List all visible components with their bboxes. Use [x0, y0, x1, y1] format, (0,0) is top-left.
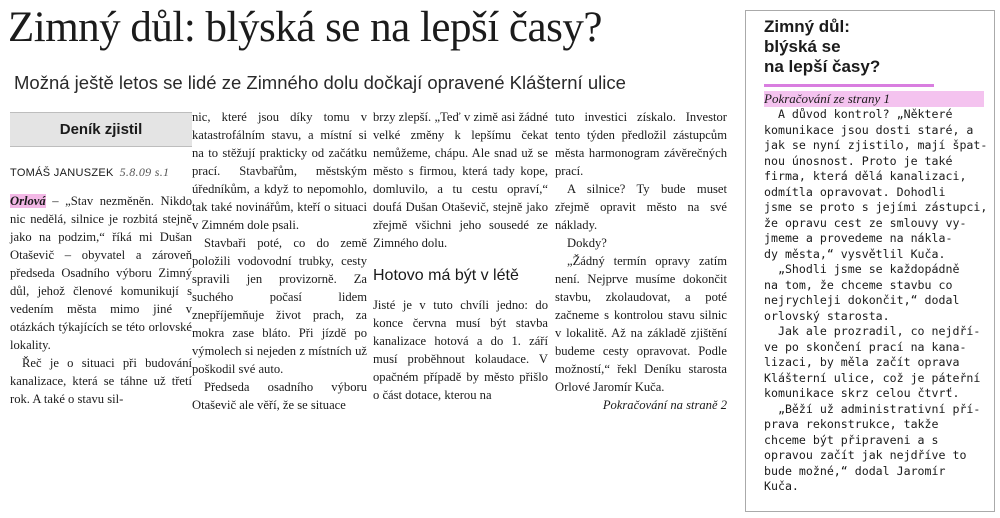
sidebar-text-line: že opravu cest ze smlouvy vy- [764, 215, 967, 230]
sidebar-text-line: jak se nyní zjistilo, mají špat- [764, 138, 988, 152]
author-name: TOMÁŠ JANUSZEK [10, 167, 114, 179]
sidebar-text-line: firma, která dělá kanalizaci, [764, 169, 967, 183]
handwritten-note: 5.8.09 s.1 [119, 165, 170, 179]
sidebar-text-line: jmeme a provedeme na nákla- [764, 231, 953, 245]
paragraph-2-cont: nic, které jsou díky tomu v katastrofálním stavu, a místní si na to stěžují prakticky od začátku prací. Stavbařům, městským úředníkům, a když to nepomohlo, tak také novinářům, kteří o situaci v Zimném dole psali. [192, 110, 367, 232]
sidebar-title-line: na lepší časy? [764, 57, 881, 76]
sidebar-text-line: „Běží už administrativní pří- [764, 401, 981, 416]
dateline: Orlová [10, 194, 46, 208]
article-subheadline: Možná ještě letos se lidé ze Zimného dolu dočkají opravené Klášterní ulice [14, 72, 626, 93]
rubric-label: Deník zjistil [10, 112, 192, 147]
sidebar-text-line: orlovský starosta. [764, 308, 890, 323]
paragraph-lead [10, 192, 192, 354]
sidebar-continuation-box [745, 10, 995, 512]
sidebar-text-line: prava rekonstrukce, takže [764, 417, 939, 431]
article-column-1 [10, 108, 192, 408]
sidebar-title [764, 17, 880, 77]
paragraph-2-start: Řeč je o situaci při budování kanalizace, která se táhne už třetí rok. A také o stavu sil- [10, 356, 192, 406]
author-line [10, 163, 192, 182]
sidebar-text-line: komunikace skrz celou čtvrť. [764, 386, 960, 400]
sidebar-text-line: odmítla opravovat. Dohodli [764, 184, 946, 199]
sidebar-title-line: blýská se [764, 37, 841, 56]
intertitle: Hotovo má být v létě [373, 267, 519, 284]
paragraph-7: Dokdy? [567, 236, 607, 250]
paragraph-4-cont: brzy zlepší. „Teď v zimě asi žádné velké změny k lepšímu čekat nemůžeme, chápu. Ale snad už se město s firmou, která tady kope, domluvilo, a tu cestu opraví,“ doufá Dušan Otaševič, stejně jako zřejmě všichni jeho sousedé ze Zimného dolu. [373, 110, 548, 250]
paragraph-lead-text: – „Stav nezměněn. Nikdo nic nedělá, silnice je rozbitá stejně jako na podzim,“ říká mi Dušan Otaševič – obyvatel a zároveň předseda Osadního výboru Zimný důl, jehož členové komunikují s vedením města mimo jiné v otázkách týkajících se této orlovské lokality. [10, 194, 192, 352]
sidebar-text-line: komunikace jsou dosti staré, a [764, 122, 974, 137]
sidebar-text-line: dy města,“ vysvětlil Kuča. [764, 246, 946, 261]
sidebar-text-line: lizaci, by měla začít oprava [764, 355, 960, 369]
sidebar-text-line: „Shodli jsme se každopádně [764, 262, 960, 276]
paragraph-3: Stavbaři poté, co do země položili vodovodní trubky, cesty spravili jen provizorně. Za suchého počasí lidem znepříjemňuje život prach, za mokra zase bláto. Při jízdě po výmolech si nejeden z místních už poškodil své auto. [192, 236, 367, 376]
sidebar-text-line: Jak ale prozradil, co nejdří- [764, 324, 981, 338]
sidebar-text-line: nejrychleji dokončit,“ dodal [764, 293, 960, 307]
sidebar-text-line: chceme být připraveni a s [764, 432, 939, 447]
sidebar-text-line: A důvod kontrol? „Některé [764, 107, 953, 121]
sidebar-text-line: opravou začít jak nejdříve to [764, 448, 967, 462]
sidebar-text-line: Klášterní ulice, což je páteřní [764, 370, 981, 385]
sidebar-body [764, 107, 988, 495]
paragraph-5-start: Jisté je v tuto chvíli jedno: do konce června musí být stavba kanalizace hotová a do 1. září musí proběhnout kolaudace. V opačném případě by město přišlo o část dotace, kterou na [373, 298, 548, 402]
paragraph-8: „Žádný termín opravy zatím není. Nejprve musíme dokončit stavbu, zkolaudovat, a poté začneme s kontrolou stavu silnic v lokalitě. Až na základě zjištění budeme cesty opravovat. Podle možností,“ řekl Deníku starosta Orlové Jaromír Kuča. [555, 254, 727, 394]
sidebar-text-line: Kuča. [764, 479, 799, 493]
sidebar-text-line: na tom, že chceme stavbu co [764, 277, 953, 292]
article-column-4 [555, 108, 727, 414]
paragraph-6: A silnice? Ty bude muset zřejmě opravit město na své náklady. [555, 182, 727, 232]
sidebar-text-line: ve po skončení prací na kana- [764, 339, 967, 354]
highlighter-mark [764, 84, 934, 87]
sidebar-text-line: nou únosnost. Proto je také [764, 153, 953, 168]
article-column-2 [192, 108, 367, 414]
paragraph-4-start: Předseda osadního výboru Otaševič ale věří, že se situace [192, 380, 367, 412]
sidebar-text-line: bude možné,“ dodal Jaromír [764, 463, 946, 478]
article-column-3 [373, 108, 548, 404]
continued-note: Pokračování na straně 2 [602, 398, 727, 412]
paragraph-5-cont: tuto investici získalo. Investor tento týden předložil zástupcům města harmonogram závěrečných prací. [555, 110, 727, 178]
sidebar-text-line: jsme se proto s jejími zástupci, [764, 200, 988, 214]
sidebar-title-line: Zimný důl: [764, 17, 850, 36]
article-headline: Zimný důl: blýská se na lepší časy? [8, 4, 602, 51]
sidebar-continued-from: Pokračování ze strany 1 [764, 91, 984, 107]
